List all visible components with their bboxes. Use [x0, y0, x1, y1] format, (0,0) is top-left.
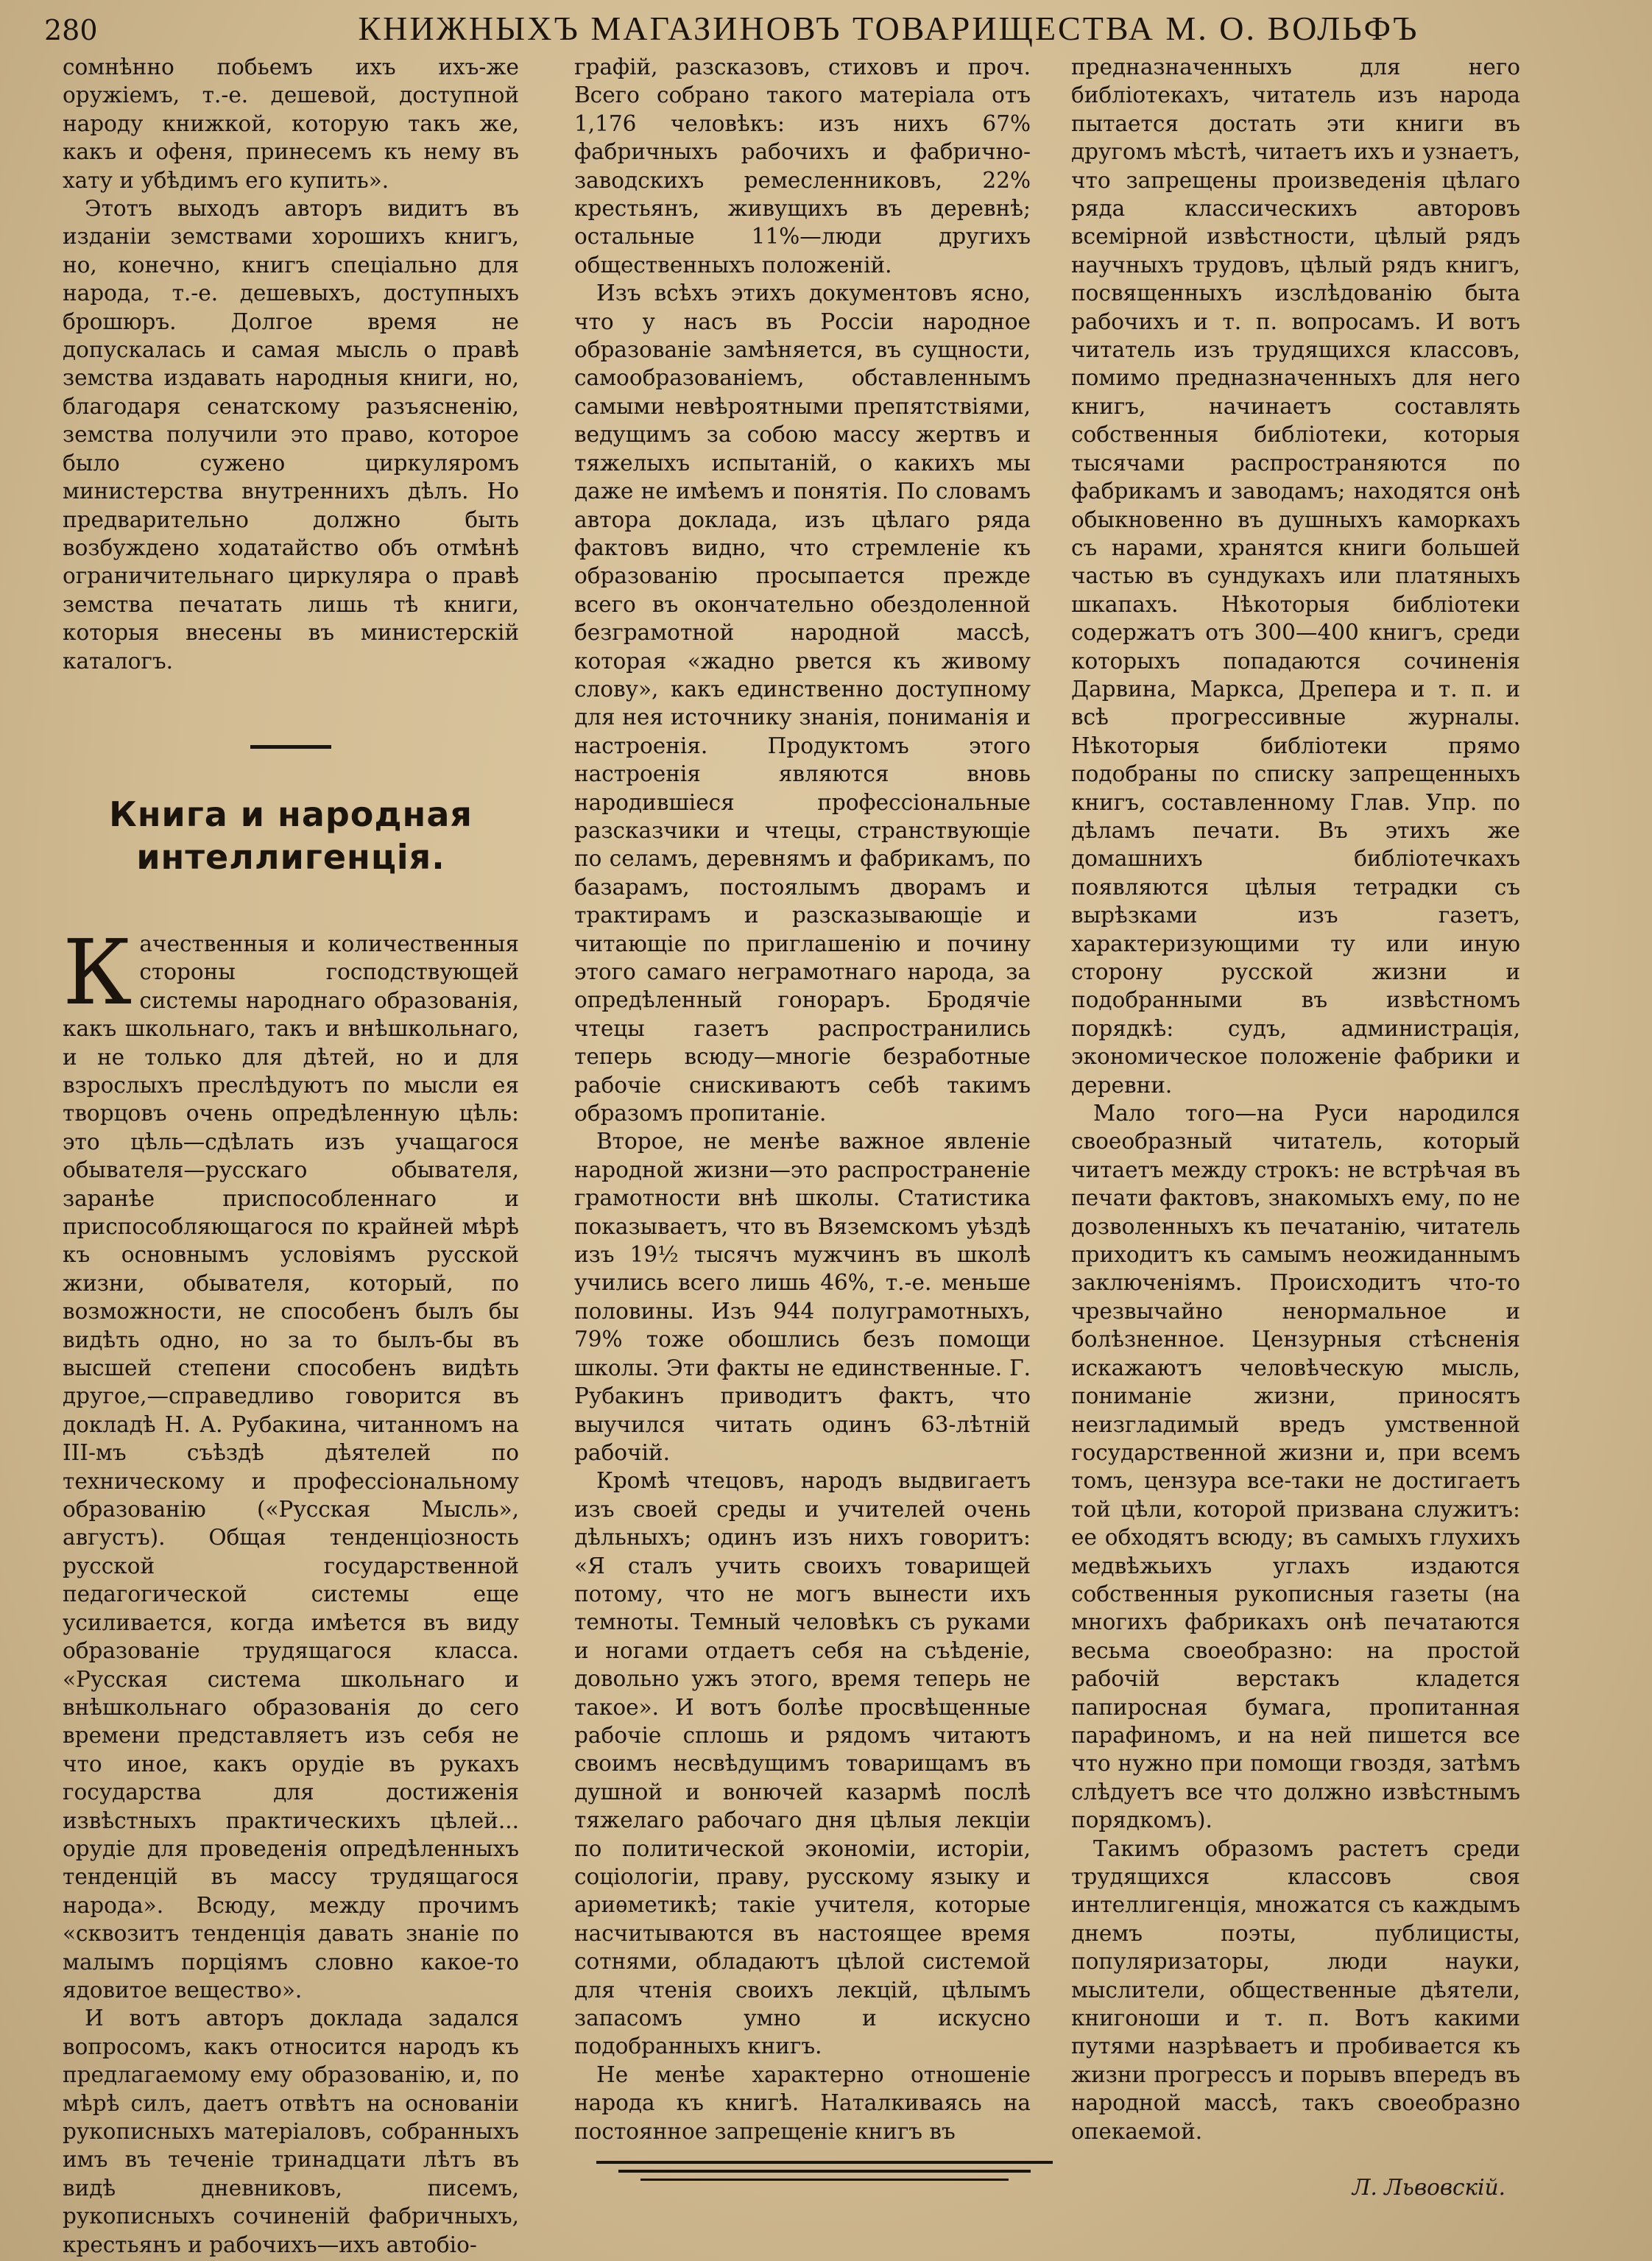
end-rule-top — [596, 2161, 1053, 2164]
paragraph: сомнѣнно побьемъ ихъ ихъ-же оружіемъ, т.-е. дешевой, доступной народу книжкой, которую такъ же, какъ и офеня, принесемъ къ нему въ хату и убѣдимъ его купить». — [63, 54, 519, 193]
column-3 — [1071, 53, 1520, 2201]
paragraph: Мало того—на Руси народился своеобразный читатель, который читаетъ между строкъ: не встрѣчая въ печати фактовъ, знакомыхъ ему, по не дозволенныхъ къ печатанію, читатель приходитъ къ самымъ неожиданнымъ заключеніямъ. Происходитъ что-то чрезвычайно ненормальное и болѣзненное. Цензурныя стѣсненія искажаютъ человѣческую мысль, пониманіе жизни, приносятъ неизгладимый вредъ умственной государственной жизни и, при всемъ томъ, цензура все-таки не достигаетъ той цѣли, которой призвана служитъ: ее обходятъ всюду; въ самыхъ глухихъ медвѣжьихъ углахъ издаются собственныя рукописныя газеты (на многихъ фабрикахъ онѣ печатаются весьма своеобразно: на простой рабочій верстакъ кладется папиросная бумага, пропитанная парафиномъ, и на ней пишется все что нужно при помощи гвоздя, затѣмъ слѣдуетъ все что должно извѣстнымъ порядкомъ). — [1071, 1101, 1520, 1833]
paragraph: Изъ всѣхъ этихъ документовъ ясно, что у насъ въ Россіи народное образованіе замѣняется, въ сущности, самообразованіемъ, обставленнымъ самыми невѣроятными препятствіями, ведущимъ за собою массу жертвъ и тяжелыхъ испытаній, о какихъ мы даже не имѣемъ и понятія. По словамъ автора доклада, изъ цѣлаго ряда фактовъ видно, что стремленіе къ образованію просыпается прежде всего въ окончательно обездоленной безграмотной народной массѣ, которая «жадно рвется къ живому слову», какъ единственно доступному для нея источнику знанія, пониманія и настроенія. Продуктомъ этого настроенія являются вновь народившіеся профессіональные разсказчики и чтецы, странствующіе по селамъ, деревнямъ и фабрикамъ, по базарамъ, постоялымъ дворамъ и трактирамъ и разсказывающіе и читающіе по приглашенію и почину этого самаго неграмотнаго народа, за опредѣленный гонораръ. Бродячіе чтецы газетъ распространились теперь всюду—многіе безработные рабочіе снискиваютъ себѣ такимъ образомъ пропитаніе. — [574, 281, 1031, 1126]
paragraph-text: ачественныя и количественныя стороны господствующей системы народнаго образованія, какъ школьнаго, такъ и внѣшкольнаго, и не только для дѣтей, но и для взрослыхъ преслѣдуютъ по мысли ея творцовъ очень опредѣленную цѣль: это цѣль—сдѣлать изъ учащагося обывателя—русскаго обывателя, заранѣе приспособленнаго и приспособляющагося по крайней мѣрѣ къ основнымъ условіямъ русской жизни, обывателя, который, по возможности, не способенъ былъ бы видѣть одно, но за то былъ-бы въ высшей степени способенъ видѣть другое,—справедливо говорится въ докладѣ Н. А. Рубакина, читанномъ на III-мъ съѣздѣ дѣятелей по техническому и профессіональному образованію («Русская Мысль», августъ). Общая тенденціозность русской государственной педагогической системы еще усиливается, когда имѣется въ виду образованіе трудящагося класса. «Русская система школьнаго и внѣшкольнаго образованія до сего времени представляетъ изъ себя не что иное, какъ орудіе въ рукахъ государства для достиженія извѣстныхъ практическихъ цѣлей... орудіе для проведенія опредѣленныхъ тенденцій въ массу трудящагося народа». Всюду, между прочимъ «сквозитъ тенденція давать знаніе по малымъ порціямъ словно какое-то ядовитое вещество». — [63, 931, 519, 2003]
paragraph: Кромѣ чтецовъ, народъ выдвигаетъ изъ своей среды и учителей очень дѣльныхъ; одинъ изъ нихъ говоритъ: «Я сталъ учить своихъ товарищей потому, что не могъ вынести ихъ темноты. Темный человѣкъ съ руками и ногами отдаетъ себя на съѣденіе, довольно ужъ этого, время теперь не такое». И вотъ болѣе просвѣщенные рабочіе сплошь и рядомъ читаютъ своимъ несвѣдущимъ товарищамъ въ душной и вонючей казармѣ послѣ тяжелаго рабочаго дня цѣлыя лекціи по политической экономіи, исторіи, соціологіи, праву, русскому языку и ариѳметикѣ; такіе учителя, которые насчитываются въ настоящее время сотнями, обладаютъ цѣлой системой для чтенія своихъ лекцій, цѣлымъ запасомъ умно и искусно подобранныхъ книгъ. — [574, 1468, 1031, 2059]
page-header — [44, 9, 1615, 53]
section-divider — [250, 745, 331, 749]
running-head: КНИЖНЫХЪ МАГАЗИНОВЪ ТОВАРИЩЕСТВА М. О. ВОЛЬФЪ — [358, 10, 1419, 47]
drop-cap: К — [63, 920, 133, 1025]
paragraph: Этотъ выходъ авторъ видитъ въ изданіи земствами хорошихъ книгъ, но, конечно, книгъ спеціально для народа, т.-е. дешевыхъ, доступныхъ брошюръ. Долгое время не допускалась и самая мысль о правѣ земства издавать народныя книги, но, благодаря сенатскому разъясненію, земства получили это право, которое было сужено циркуляромъ министерства внутреннихъ дѣлъ. Но предварительно должно быть возбуждено ходатайство объ отмѣнѣ ограничительнаго циркуляра о правѣ земства печатать лишь тѣ книги, которыя внесены въ министерскій каталогъ. — [63, 196, 519, 674]
page-number: 280 — [44, 14, 98, 46]
paragraph: Не менѣе характерно отношеніе народа къ книгѣ. Наталкиваясь на постоянное запрещеніе книгъ въ — [574, 2061, 1031, 2144]
end-rule-bottom — [640, 2179, 1009, 2181]
paragraph: И вотъ авторъ доклада задался вопросомъ, какъ относится народъ къ предлагаемому ему образованію, и, по мѣрѣ силъ, даетъ отвѣтъ на основаніи рукописныхъ матеріаловъ, собранныхъ имъ въ теченіе тринадцати лѣтъ въ видѣ дневниковъ, писемъ, рукописныхъ сочиненій фабричныхъ, крестьянъ и рабочихъ—ихъ автобіо- — [63, 2006, 519, 2257]
article-first-paragraph — [63, 920, 519, 2004]
author-signature: Л. Львовскій. — [1352, 2175, 1505, 2201]
paragraph: Второе, не менѣе важное явленіе народной жизни—это распространеніе грамотности внѣ школы. Статистика показываетъ, что въ Вяземскомъ уѣздѣ изъ 19½ тысячъ мужчинъ въ школѣ учились всего лишь 46%, т.-е. меньше половины. Изъ 944 полуграмотныхъ, 79% тоже обошлись безъ помощи школы. Эти факты не единственные. Г. Рубакинъ приводитъ фактъ, что выучился читать одинъ 63-лѣтній рабочій. — [574, 1129, 1031, 1465]
column-1 — [63, 53, 519, 2259]
column-2 — [574, 53, 1031, 2145]
paragraph: предназначенныхъ для него библіотекахъ, читатель изъ народа пытается достать эти книги въ другомъ мѣстѣ, читаетъ ихъ и узнаетъ, что запрещены произведенія цѣлаго ряда классическихъ авторовъ всемірной извѣстности, цѣлый рядъ научныхъ трудовъ, цѣлый рядъ книгъ, посвященныхъ изслѣдованію быта рабочихъ и т. п. вопросамъ. И вотъ читатель изъ трудящихся классовъ, помимо предназначенныхъ для него книгъ, начинаетъ составлять собственныя библіотеки, которыя тысячами распространяются по фабрикамъ и заводамъ; находятся онѣ обыкновенно въ душныхъ каморкахъ съ нарами, хранятся книги большей частью въ сундукахъ или платяныхъ шкапахъ. Нѣкоторыя библіотеки содержатъ отъ 300—400 книгъ, среди которыхъ попадаются сочиненія Дарвина, Маркса, Дрепера и т. п. и всѣ прогрессивные журналы. Нѣкоторыя библіотеки прямо подобраны по списку запрещенныхъ книгъ, составленному Глав. Упр. по дѣламъ печати. Въ этихъ же домашнихъ библіотечкахъ появляются цѣлыя тетрадки съ вырѣзками изъ газетъ, характеризующими ту или иную сторону русской жизни и подобранными въ извѣстномъ порядкѣ: судъ, администрація, экономическое положеніе фабрики и деревни. — [1071, 54, 1520, 1098]
end-rule-middle — [618, 2170, 1031, 2173]
article-title: Книга и народная интеллигенція. — [109, 794, 473, 877]
paragraph: Такимъ образомъ растетъ среди трудящихся классовъ своя интеллигенція, множатся съ каждымъ днемъ поэты, публицисты, популяризаторы, люди науки, мыслители, общественные дѣятели, книгоноши и т. п. Вотъ какими путями назрѣваетъ и пробивается къ жизни прогрессъ и порывъ впередъ въ народной массѣ, такъ своеобразно опекаемой. — [1071, 1835, 1520, 2144]
paragraph: графій, разсказовъ, стиховъ и проч. Всего собрано такого матеріала отъ 1,176 человѣкъ: изъ нихъ 67% фабричныхъ рабочихъ и фабрично-заводскихъ ремесленниковъ, 22% крестьянъ, живущихъ въ деревнѣ; остальные 11%—люди другихъ общественныхъ положеній. — [574, 54, 1031, 278]
